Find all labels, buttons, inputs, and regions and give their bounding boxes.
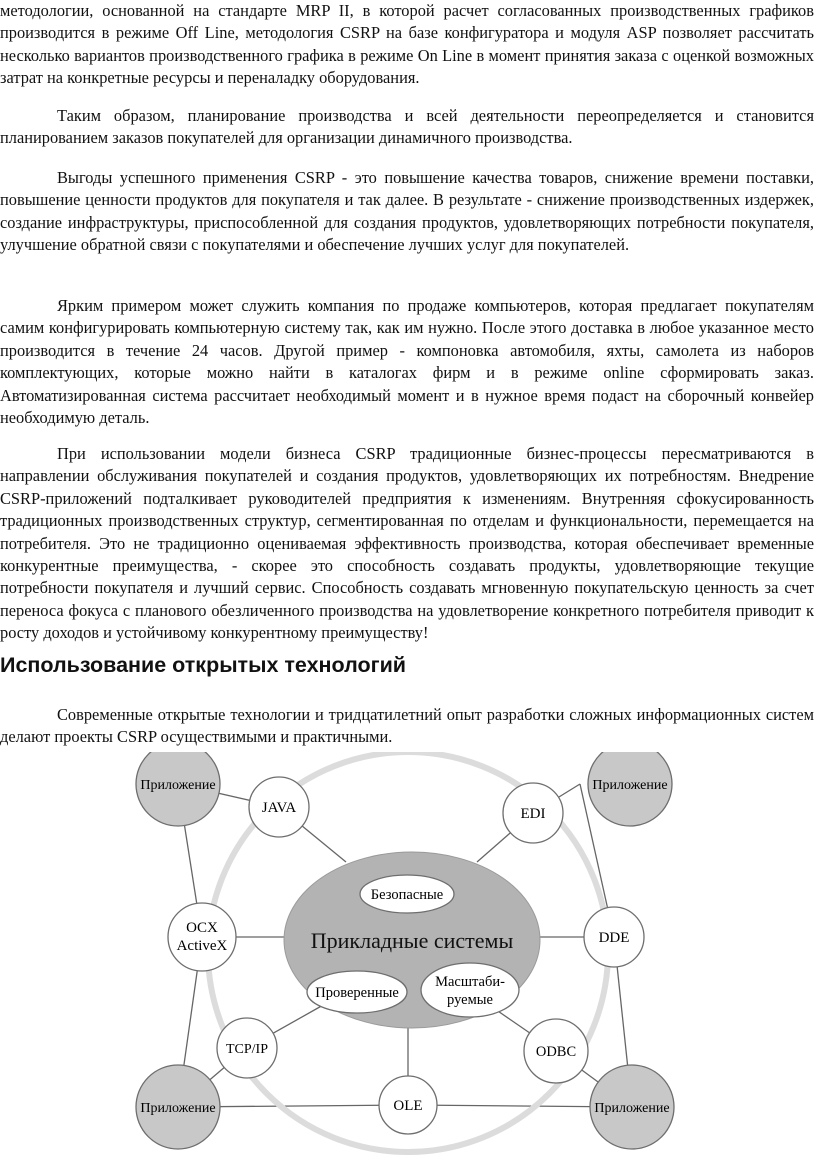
tech-label-dde: DDE	[598, 930, 630, 946]
tech-label-ocx: OCX	[186, 920, 218, 936]
inner-secure-node	[360, 875, 454, 913]
tech-node-ole	[379, 1076, 437, 1134]
app-node-bottom-right	[590, 1065, 674, 1149]
tech-label-edi: EDI	[520, 806, 546, 822]
inner-scalable-label-1: Масштаби-	[435, 974, 505, 990]
inner-scalable-label-2: руемые	[447, 992, 493, 1008]
tech-label-odbc: ODBC	[535, 1044, 577, 1060]
app-label-top-right: Приложение	[592, 778, 668, 793]
inner-proven-node	[307, 971, 407, 1013]
tech-label-tcpip: TCP/IP	[225, 1042, 269, 1057]
app-node-top-right	[588, 752, 672, 826]
paragraph-1: методологии, основанной на стандарте MRP II, в которой расчет согласованных производственных графиков производится в режиме Off Line, методология CSRP на базе конфигуратора и модуля ASP позволяет рассчитать несколько вариантов производственного графика в режиме On Line в момент принятия заказа с оценкой возможных затрат на конкретные ресурсы и переналадку оборудования.	[0, 1, 814, 88]
tech-node-odbc	[524, 1019, 588, 1083]
tech-node-java	[249, 777, 309, 837]
app-node-top-left	[136, 752, 220, 826]
tech-node-tcpip	[217, 1018, 277, 1078]
app-label-bottom-left: Приложение	[140, 1101, 216, 1116]
app-label-bottom-right: Приложение	[594, 1101, 670, 1116]
open-technologies-diagram	[120, 752, 700, 1164]
tech-node-ocx-activex	[168, 903, 236, 971]
paragraph-2: Таким образом, планирование производства и всей деятельности переопределяется и становится планированием заказов покупателей для организации динамичного производства.	[0, 106, 814, 148]
app-label-top-left: Приложение	[140, 778, 216, 793]
inner-scalable-node	[421, 963, 519, 1017]
app-node-bottom-left	[136, 1065, 220, 1149]
tech-node-dde	[584, 907, 644, 967]
tech-label-activex: ActiveX	[176, 938, 228, 954]
paragraph-3: Выгоды успешного применения CSRP - это повышение качества товаров, снижение времени поставки, повышение ценности продуктов для покупателя и так далее. В результате - снижение производственных издержек, создание инфраструктуры, приспособленной для создания продуктов, удовлетворяющих потребности покупателя, улучшение обратной связи с покупателями и обеспечение лучших услуг для покупателей.	[0, 168, 814, 255]
inner-proven-label: Проверенные	[315, 985, 399, 1001]
tech-label-java: JAVA	[261, 800, 297, 816]
section-heading: Использование открытых технологий	[0, 653, 407, 677]
inner-secure-label: Безопасные	[370, 887, 444, 903]
tech-node-edi	[503, 783, 563, 843]
paragraph-4: Ярким примером может служить компания по продаже компьютеров, которая предлагает покупателям самим конфигурировать компьютерную систему так, как им нужно. После этого доставка в любое указанное место производится в течение 24 часов. Другой пример - компоновка автомобиля, яхты, самолета из наборов комплектующих, которые можно найти в каталогах фирм и в режиме online сформировать заказ. Автоматизированная система рассчитает необходимый момент и в нужное время подаст на сборочный конвейер необходимую деталь.	[0, 296, 814, 428]
tech-label-ole: OLE	[393, 1098, 423, 1114]
paragraph-5: При использовании модели бизнеса CSRP традиционные бизнес-процессы пересматриваются в направлении обслуживания покупателей и создания продуктов, удовлетворяющих их потребностям. Внедрение CSRP-приложений подталкивает руководителей предприятия к изменениям. Внутренняя сфокусированность традиционных производственных структур, сегментированная по отделам и функциональности, перемещается на потребителя. Это не традиционно оцениваемая эффективность производства, которая обеспечивает временные конкурентные преимущества, - скорее это способность создавать продукты, удовлетворяющие текущие потребности покупателя и лучший сервис. Способность создавать мгновенную покупательскую ценность за счет переноса фокуса с планового обезличенного производства на удовлетворение конкретного потребителя приводит к росту доходов и устойчивому конкурентному преимуществу!	[0, 444, 814, 643]
closing-paragraph: Современные открытые технологии и тридцатилетний опыт разработки сложных информационных систем делают проекты CSRP осуществимыми и практичными.	[0, 705, 814, 747]
center-label: Прикладные системы	[310, 928, 514, 953]
